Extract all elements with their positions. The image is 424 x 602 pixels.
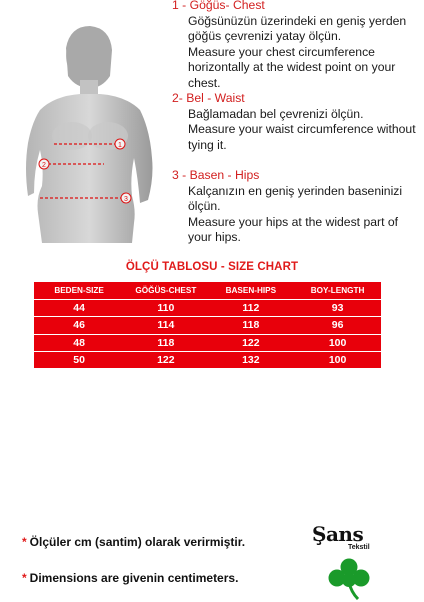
note-text: Ölçüler cm (santim) olarak verirmiştir. [29, 535, 246, 549]
marker-1 [115, 139, 125, 149]
cell-size: 44 [34, 300, 124, 317]
cell-hips: 112 [207, 300, 294, 317]
cell-length: 96 [294, 317, 381, 334]
table-header-row [34, 282, 381, 300]
clover-icon [324, 556, 374, 600]
cell-hips: 118 [207, 317, 294, 334]
instruction-waist [172, 91, 422, 153]
column-header-chest: GÖĞÜS-CHEST [124, 282, 207, 300]
instruction-heading: 1 - Göğüs- Chest [172, 0, 265, 12]
logo-brand-name: Şans [312, 522, 364, 546]
note-asterisk: * [22, 535, 27, 549]
size-chart-table [34, 282, 381, 368]
instruction-text-en: Measure your chest circumference horizontally at the widest point on your chest. [188, 44, 396, 90]
cell-size: 46 [34, 317, 124, 334]
note-units-tr [22, 535, 245, 549]
cell-length: 100 [294, 335, 381, 352]
marker-3 [121, 193, 131, 203]
instruction-chest [172, 0, 422, 91]
instruction-hips [172, 168, 422, 246]
cell-chest: 118 [124, 335, 207, 352]
note-asterisk: * [22, 571, 27, 585]
instruction-text-en: Measure your hips at the widest part of your hips. [188, 214, 399, 244]
instruction-text-tr: Göğsünüzün üzerindeki en geniş yerden göğüs çevrenizi yatay ölçün. [188, 13, 407, 43]
column-header-size: BEDEN-SIZE [34, 282, 124, 300]
cell-chest: 122 [157, 353, 175, 366]
instruction-text-tr: Kalçanızın en geniş yerinden baseninizi ölçün. [188, 183, 403, 213]
column-header-hips: BASEN-HIPS [207, 282, 294, 300]
cell-chest: 114 [124, 317, 207, 334]
table-row [34, 317, 381, 334]
instruction-heading: 3 - Basen - Hips [172, 168, 260, 182]
silhouette-illustration [10, 18, 170, 243]
instruction-text-en: Measure your waist circumference without tying it. [188, 122, 416, 152]
table-row [34, 352, 381, 368]
note-units-en [22, 571, 238, 585]
cell-hips: 122 [207, 335, 294, 352]
cell-length: 93 [294, 300, 381, 317]
body-measurement-figure [10, 18, 170, 243]
cell-size: 50 [73, 353, 85, 366]
table-row [34, 335, 381, 352]
cell-hips: 132 [242, 353, 260, 366]
brand-logo [310, 522, 390, 602]
svg-text:3: 3 [124, 196, 128, 203]
table-row [34, 300, 381, 317]
cell-size: 48 [34, 335, 124, 352]
note-text: Dimensions are givenin centimeters. [29, 571, 239, 585]
instruction-text-tr: Bağlamadan bel çevrenizi ölçün. [188, 106, 364, 121]
column-header-length: BOY-LENGTH [294, 282, 381, 300]
marker-2 [39, 159, 49, 169]
cell-chest: 110 [124, 300, 207, 317]
svg-text:1: 1 [118, 142, 122, 149]
svg-text:2: 2 [42, 162, 46, 169]
size-chart-title: ÖLÇÜ TABLOSU - SIZE CHART [125, 261, 299, 273]
cell-length: 100 [328, 353, 347, 366]
instruction-heading: 2- Bel - Waist [172, 91, 245, 105]
logo-subtitle: Tekstil [348, 544, 370, 551]
